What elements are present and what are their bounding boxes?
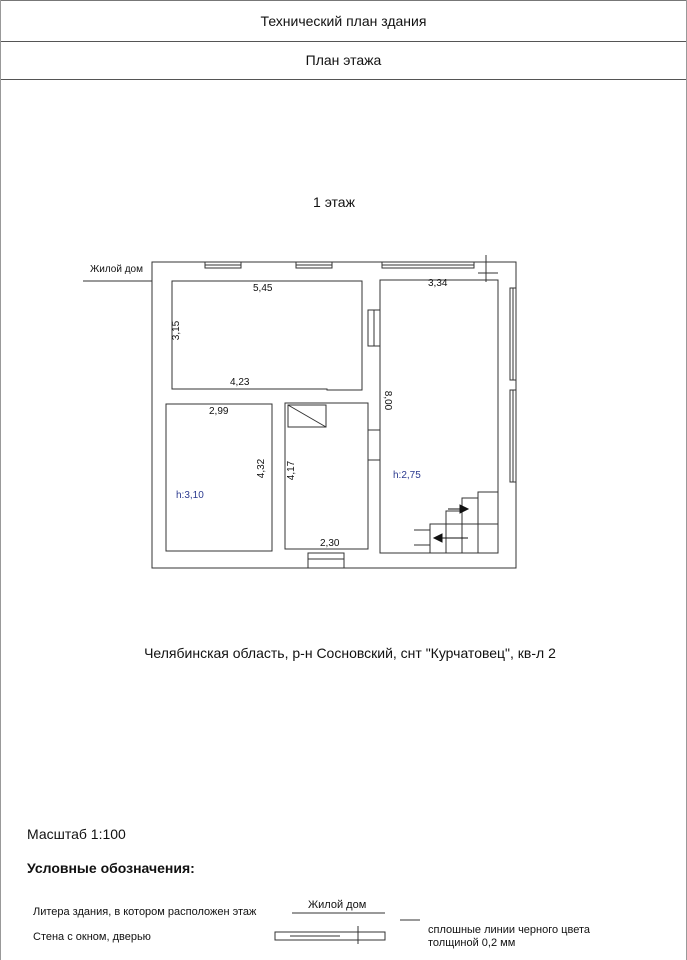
- window-bottom: [308, 553, 344, 568]
- legend-note-2: толщиной 0,2 мм: [428, 937, 516, 949]
- dim-432: 4,32: [256, 458, 268, 479]
- height-right: h:2,75: [393, 470, 421, 481]
- dim-800: 8,00: [382, 390, 394, 411]
- floor-title: 1 этаж: [313, 194, 355, 210]
- staircase: [430, 492, 498, 553]
- dim-417: 4,17: [286, 460, 298, 481]
- dim-230: 2,30: [320, 538, 340, 549]
- legend-title: Условные обозначения:: [27, 860, 195, 876]
- dim-315: 3,15: [171, 320, 183, 341]
- address: Челябинская область, р-н Сосновский, снт "Курчатовец", кв-л 2: [144, 645, 556, 661]
- document-subtitle: План этажа: [0, 41, 687, 80]
- room-right: [380, 280, 498, 553]
- equipment-diagonal: [288, 405, 326, 427]
- legend-symbol-building: Жилой дом: [308, 899, 367, 911]
- building-label: Жилой дом: [90, 264, 143, 275]
- legend-item-wall: Стена с окном, дверью: [33, 931, 151, 943]
- dim-545: 5,45: [253, 283, 273, 294]
- scale-label: Масштаб 1:100: [27, 826, 126, 842]
- dim-334: 3,34: [428, 278, 448, 289]
- legend-item-building: Литера здания, в котором расположен этаж: [33, 906, 257, 918]
- document-title: Технический план здания: [0, 0, 687, 42]
- room-living: [172, 281, 362, 390]
- height-left: h:3,10: [176, 490, 204, 501]
- outer-wall: [152, 262, 516, 568]
- legend-note-1: сплошные линии черного цвета: [428, 924, 590, 936]
- dim-423: 4,23: [230, 377, 250, 388]
- dim-299: 2,99: [209, 406, 229, 417]
- inner-door: [368, 430, 380, 460]
- legend-symbols: [275, 913, 420, 944]
